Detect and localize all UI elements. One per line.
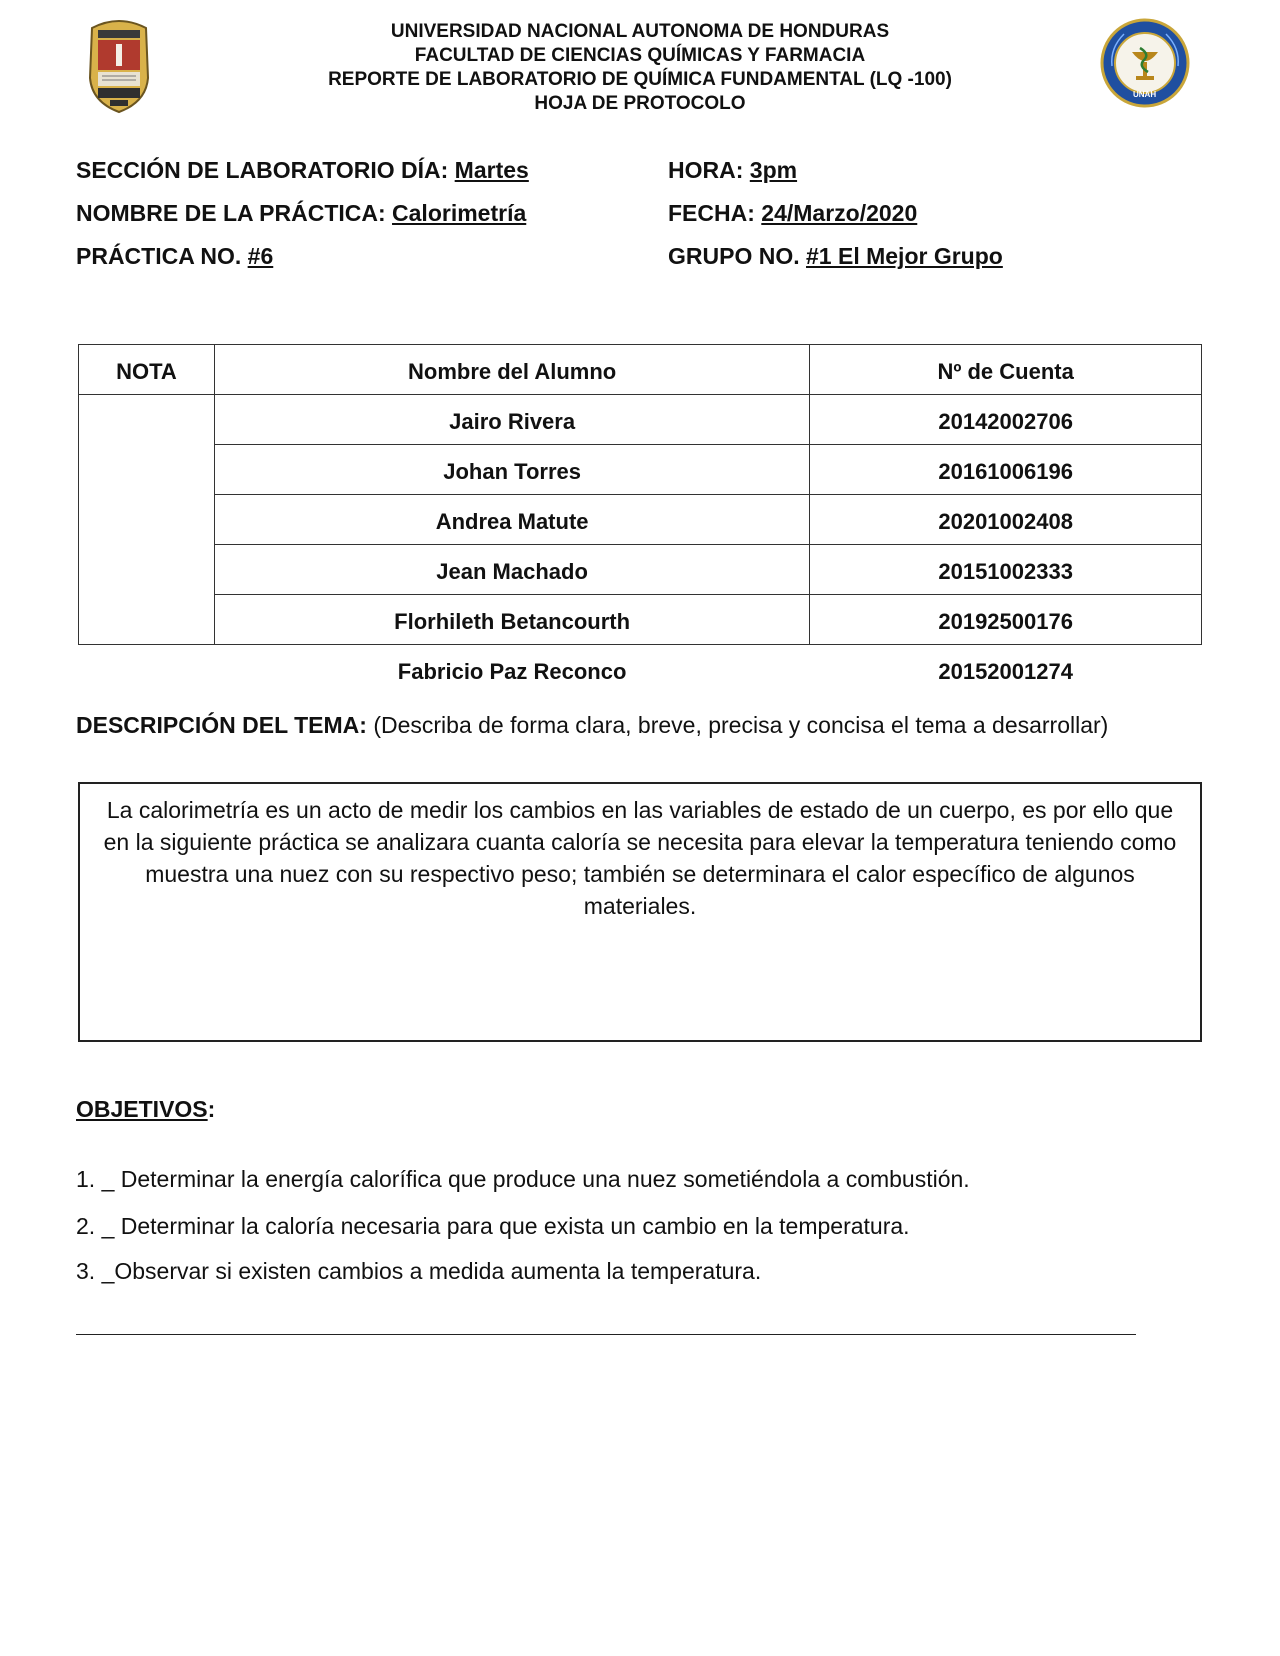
table-row-extra [79, 645, 1202, 695]
header-line-report: REPORTE DE LABORATORIO DE QUÍMICA FUNDAMENTAL (LQ -100) [328, 69, 952, 90]
info-grupo [668, 243, 1003, 270]
header-line-protocol: HOJA DE PROTOCOLO [534, 93, 746, 114]
table-header-row [79, 345, 1202, 395]
descripcion-hint: (Describa de forma clara, breve, precisa y concisa el tema a desarrollar) [373, 712, 1109, 738]
table-row [79, 395, 1202, 445]
student-account: 20201002408 [810, 495, 1202, 545]
nombre-value: Calorimetría [392, 200, 527, 226]
hora-label: HORA: [668, 157, 744, 183]
practica-label: PRÁCTICA NO. [76, 243, 242, 269]
practica-value: #6 [247, 243, 274, 269]
grupo-label: GRUPO NO. [668, 243, 800, 269]
student-account: 20152001274 [938, 659, 1073, 684]
objetivo-item: 3. _Observar si existen cambios a medida aumenta la temperatura. [76, 1258, 762, 1284]
descripcion-text: La calorimetría es un acto de medir los cambios en las variables de estado de un cuerpo, es por ello que en la siguiente práctica se analizara cuanta caloría se necesita para elevar la temperatura teniendo como muestra una nuez con su respectivo peso; también se determinara el calor específico de algunos materiales. [103, 797, 1177, 919]
unah-crest-icon [86, 18, 152, 114]
descripcion-box [78, 782, 1202, 1042]
table-row [79, 595, 1202, 645]
document-header [200, 20, 1080, 116]
table-row [79, 445, 1202, 495]
header-nota: NOTA [79, 345, 215, 395]
grupo-value: #1 El Mejor Grupo [806, 243, 1003, 269]
objetivo-item: 1. _ Determinar la energía calorífica que produce una nuez sometiéndola a combustión. [76, 1166, 970, 1192]
table-row [79, 495, 1202, 545]
info-nombre [76, 200, 526, 227]
info-seccion [76, 157, 529, 184]
student-account: 20161006196 [810, 445, 1202, 495]
objetivos-colon: : [207, 1096, 216, 1122]
students-table [78, 344, 1202, 694]
student-account: 20192500176 [810, 595, 1202, 645]
header-line-university: UNIVERSIDAD NACIONAL AUTONOMA DE HONDURAS [390, 21, 890, 42]
empty-cell [79, 645, 215, 695]
student-name: Jairo Rivera [214, 395, 809, 445]
header-nombre: Nombre del Alumno [214, 345, 809, 395]
student-account: 20142002706 [810, 395, 1202, 445]
student-name: Johan Torres [214, 445, 809, 495]
nombre-label: NOMBRE DE LA PRÁCTICA: [76, 200, 386, 226]
student-account: 20151002333 [810, 545, 1202, 595]
nota-cell [79, 395, 215, 645]
info-practica [76, 243, 273, 270]
descripcion-heading [76, 712, 1216, 739]
info-hora [668, 157, 797, 184]
seccion-label: SECCIÓN DE LABORATORIO DÍA: [76, 157, 449, 183]
table-row [79, 545, 1202, 595]
descripcion-label: DESCRIPCIÓN DEL TEMA: [76, 712, 367, 738]
fecha-label: FECHA: [668, 200, 755, 226]
header-cuenta: Nº de Cuenta [810, 345, 1202, 395]
info-fecha [668, 200, 917, 227]
student-name: Andrea Matute [214, 495, 809, 545]
hora-value: 3pm [749, 157, 798, 183]
fecha-value: 24/Marzo/2020 [761, 200, 918, 226]
seccion-value: Martes [454, 157, 529, 183]
separator-line [76, 1334, 1136, 1335]
objetivo-item: 2. _ Determinar la caloría necesaria para que exista un cambio en la temperatura. [76, 1213, 910, 1239]
header-line-faculty: FACULTAD DE CIENCIAS QUÍMICAS Y FARMACIA [414, 45, 866, 66]
objetivos-heading [76, 1096, 215, 1123]
student-name: Fabricio Paz Reconco [397, 659, 627, 684]
seal-text: UNAH [1133, 90, 1157, 99]
objetivos-label: OBJETIVOS [76, 1096, 208, 1122]
student-name: Florhileth Betancourth [214, 595, 809, 645]
pharmacy-faculty-seal [1100, 18, 1190, 108]
student-name: Jean Machado [214, 545, 809, 595]
